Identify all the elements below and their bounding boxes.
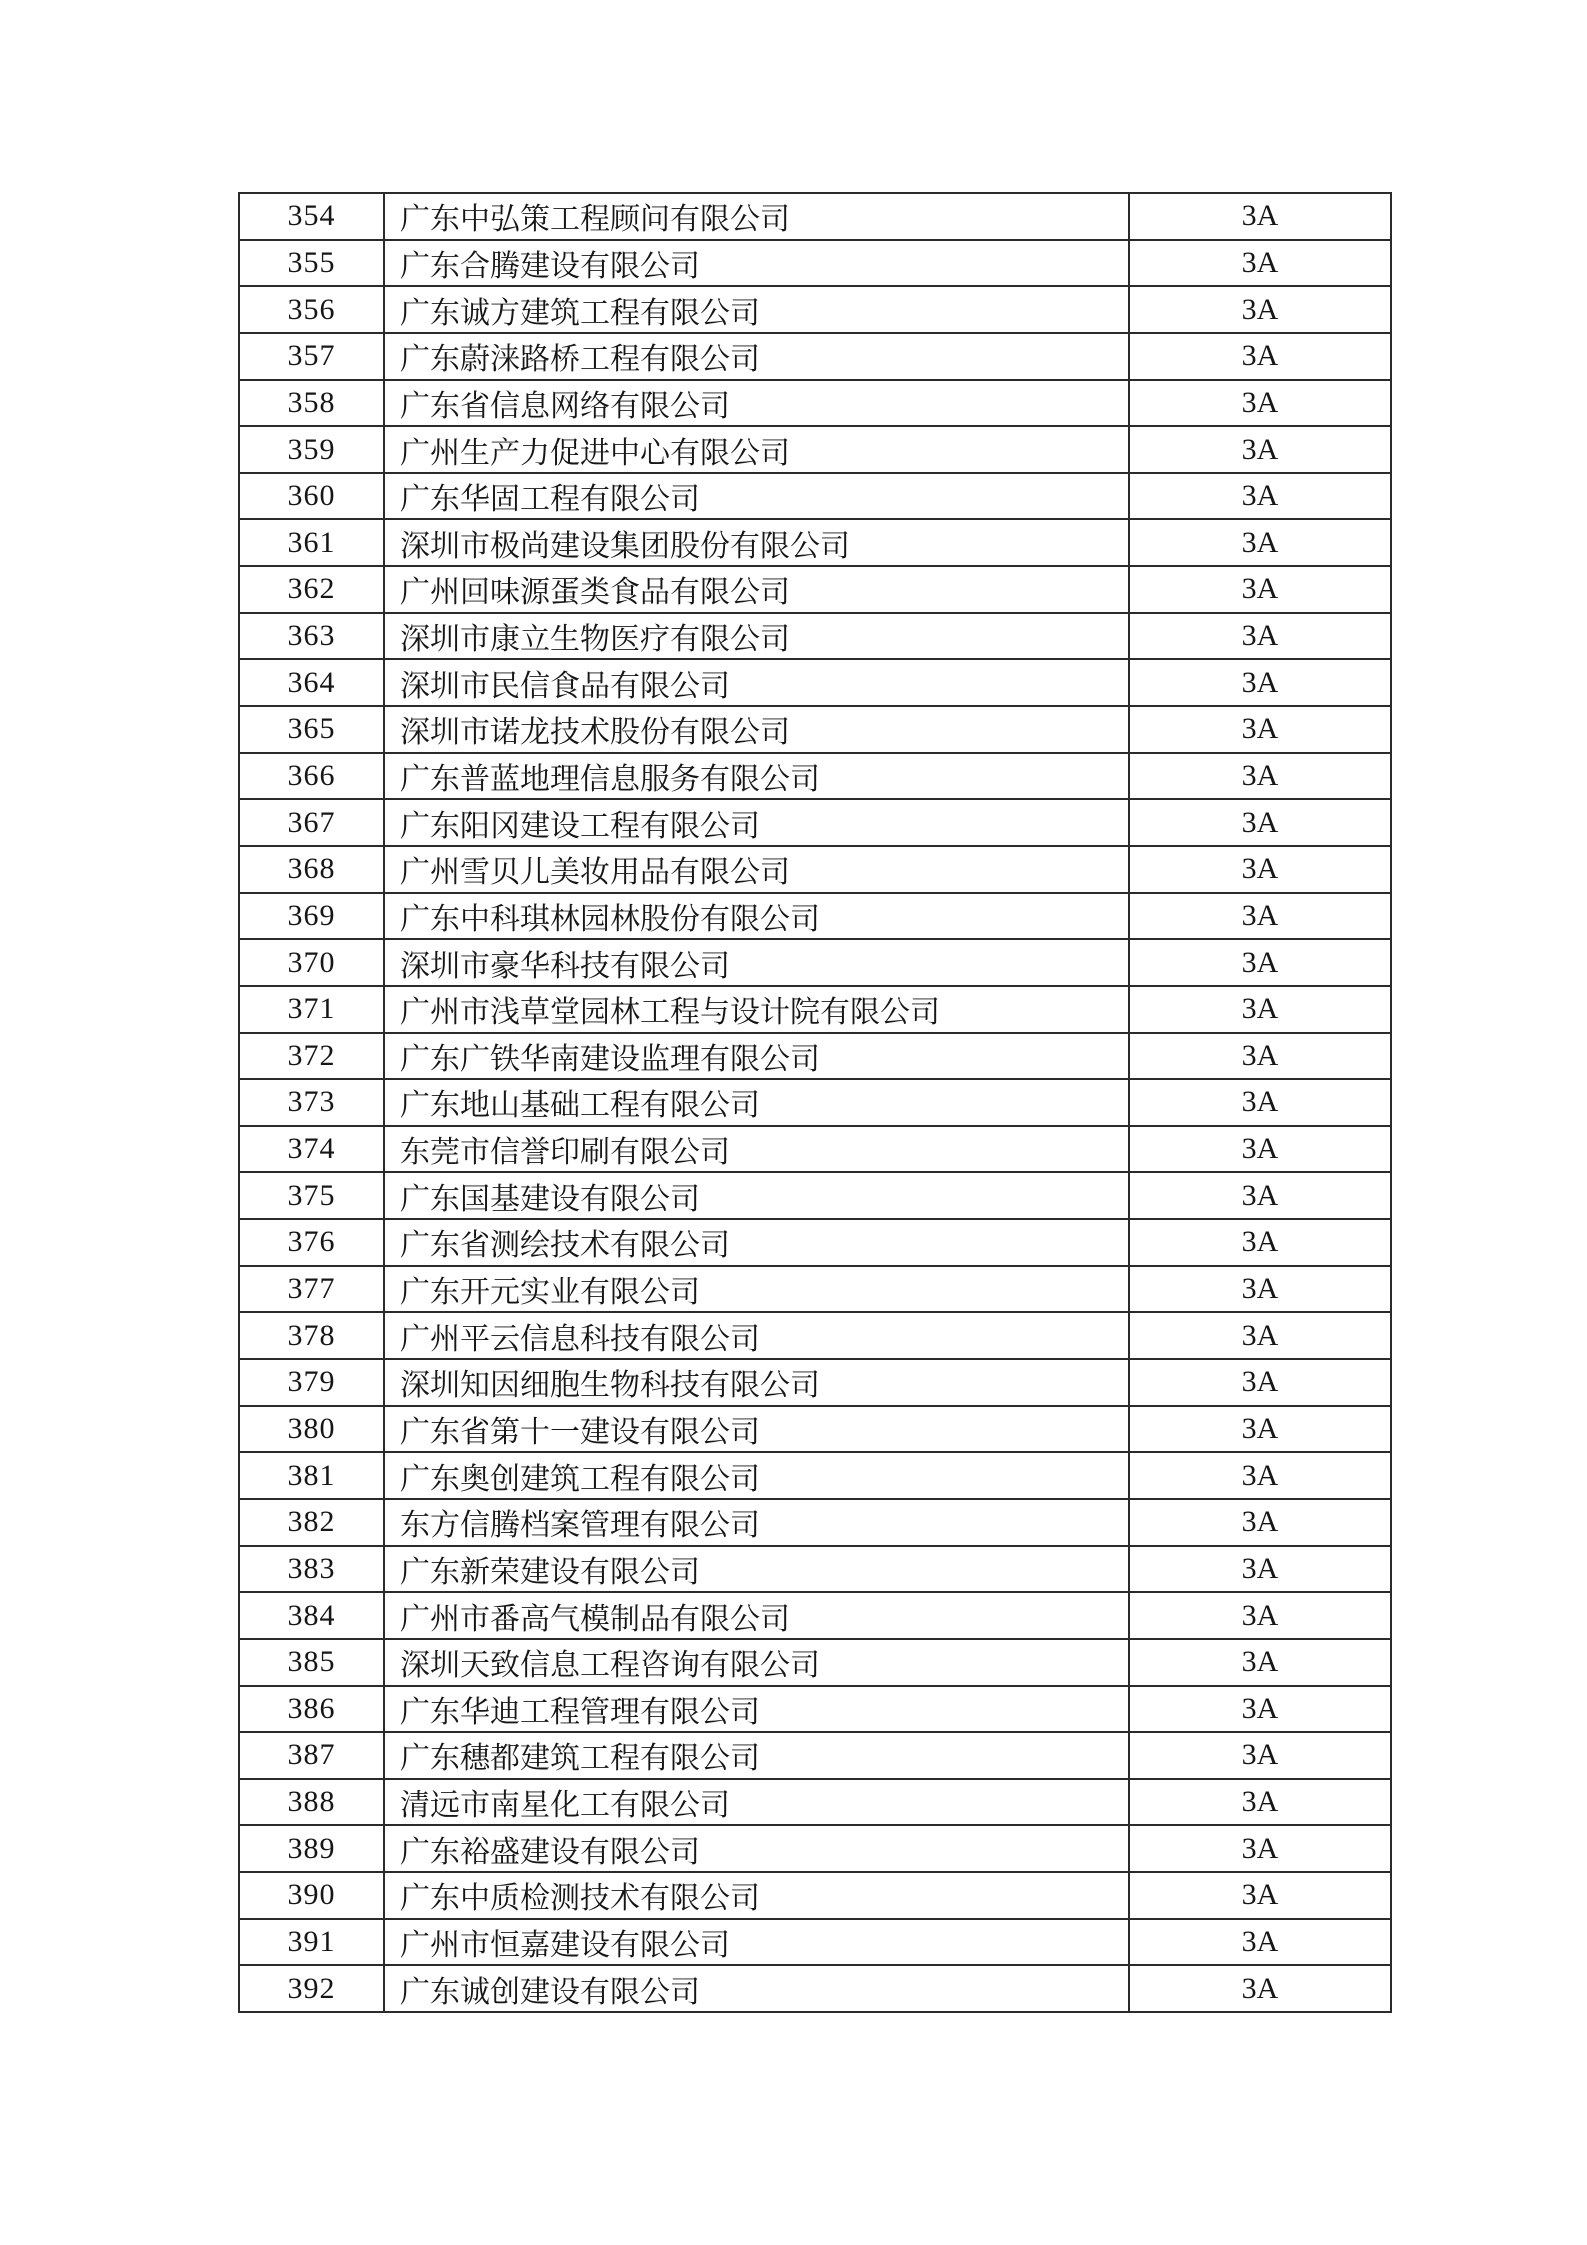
company-name-cell: 广州市恒嘉建设有限公司 — [384, 1919, 1129, 1966]
row-number-cell: 366 — [239, 753, 384, 800]
table-row — [239, 1779, 1391, 1826]
rating-cell: 3A — [1129, 986, 1391, 1033]
company-name-cell: 广东合腾建设有限公司 — [384, 240, 1129, 287]
row-number-cell: 384 — [239, 1592, 384, 1639]
rating-cell: 3A — [1129, 1779, 1391, 1826]
company-name-cell: 深圳市极尚建设集团股份有限公司 — [384, 519, 1129, 566]
table-row — [239, 1825, 1391, 1872]
row-number-cell: 374 — [239, 1126, 384, 1173]
table-row — [239, 1686, 1391, 1733]
rating-cell: 3A — [1129, 1965, 1391, 2012]
company-name-cell: 广东诚创建设有限公司 — [384, 1965, 1129, 2012]
company-name-cell: 广州雪贝儿美妆用品有限公司 — [384, 846, 1129, 893]
company-name-cell: 广东华固工程有限公司 — [384, 473, 1129, 520]
row-number-cell: 372 — [239, 1033, 384, 1080]
row-number-cell: 380 — [239, 1406, 384, 1453]
company-name-cell: 广东中质检测技术有限公司 — [384, 1872, 1129, 1919]
company-name-cell: 广东中弘策工程顾问有限公司 — [384, 193, 1129, 240]
table-row — [239, 240, 1391, 287]
rating-cell: 3A — [1129, 1079, 1391, 1126]
table-row — [239, 426, 1391, 473]
company-name-cell: 深圳市豪华科技有限公司 — [384, 939, 1129, 986]
rating-cell: 3A — [1129, 240, 1391, 287]
row-number-cell: 362 — [239, 566, 384, 613]
table-row — [239, 1312, 1391, 1359]
row-number-cell: 391 — [239, 1919, 384, 1966]
company-name-cell: 广东地山基础工程有限公司 — [384, 1079, 1129, 1126]
table-row — [239, 986, 1391, 1033]
rating-cell: 3A — [1129, 333, 1391, 380]
company-name-cell: 广州市番高气模制品有限公司 — [384, 1592, 1129, 1639]
rating-cell: 3A — [1129, 519, 1391, 566]
row-number-cell: 388 — [239, 1779, 384, 1826]
company-name-cell: 深圳知因细胞生物科技有限公司 — [384, 1359, 1129, 1406]
row-number-cell: 373 — [239, 1079, 384, 1126]
row-number-cell: 381 — [239, 1452, 384, 1499]
rating-cell: 3A — [1129, 473, 1391, 520]
company-name-cell: 深圳天致信息工程咨询有限公司 — [384, 1639, 1129, 1686]
company-name-cell: 广东蔚涞路桥工程有限公司 — [384, 333, 1129, 380]
table-row — [239, 613, 1391, 660]
table-row — [239, 333, 1391, 380]
table-row — [239, 1452, 1391, 1499]
rating-cell: 3A — [1129, 286, 1391, 333]
row-number-cell: 364 — [239, 659, 384, 706]
company-name-cell: 广州平云信息科技有限公司 — [384, 1312, 1129, 1359]
table-row — [239, 1406, 1391, 1453]
row-number-cell: 375 — [239, 1172, 384, 1219]
table-row — [239, 1965, 1391, 2012]
table-row — [239, 1732, 1391, 1779]
rating-cell: 3A — [1129, 566, 1391, 613]
row-number-cell: 360 — [239, 473, 384, 520]
company-rating-table — [238, 192, 1392, 2013]
rating-cell: 3A — [1129, 706, 1391, 753]
row-number-cell: 369 — [239, 893, 384, 940]
rating-cell: 3A — [1129, 1499, 1391, 1546]
table-row — [239, 566, 1391, 613]
table-row — [239, 1359, 1391, 1406]
row-number-cell: 392 — [239, 1965, 384, 2012]
company-name-cell: 广东广铁华南建设监理有限公司 — [384, 1033, 1129, 1080]
company-name-cell: 广东诚方建筑工程有限公司 — [384, 286, 1129, 333]
rating-cell: 3A — [1129, 1825, 1391, 1872]
row-number-cell: 382 — [239, 1499, 384, 1546]
rating-cell: 3A — [1129, 1686, 1391, 1733]
table-row — [239, 846, 1391, 893]
rating-cell: 3A — [1129, 193, 1391, 240]
company-name-cell: 广东省信息网络有限公司 — [384, 380, 1129, 427]
row-number-cell: 386 — [239, 1686, 384, 1733]
rating-cell: 3A — [1129, 1872, 1391, 1919]
rating-cell: 3A — [1129, 1452, 1391, 1499]
company-name-cell: 深圳市康立生物医疗有限公司 — [384, 613, 1129, 660]
row-number-cell: 389 — [239, 1825, 384, 1872]
rating-cell: 3A — [1129, 1546, 1391, 1593]
row-number-cell: 390 — [239, 1872, 384, 1919]
table-row — [239, 939, 1391, 986]
company-name-cell: 广州回味源蛋类食品有限公司 — [384, 566, 1129, 613]
table-row — [239, 1499, 1391, 1546]
company-name-cell: 东莞市信誉印刷有限公司 — [384, 1126, 1129, 1173]
table-row — [239, 519, 1391, 566]
table-row — [239, 893, 1391, 940]
company-name-cell: 广东省第十一建设有限公司 — [384, 1406, 1129, 1453]
company-name-cell: 东方信腾档案管理有限公司 — [384, 1499, 1129, 1546]
table-row — [239, 1219, 1391, 1266]
row-number-cell: 355 — [239, 240, 384, 287]
rating-cell: 3A — [1129, 753, 1391, 800]
rating-cell: 3A — [1129, 1033, 1391, 1080]
row-number-cell: 358 — [239, 380, 384, 427]
rating-cell: 3A — [1129, 1266, 1391, 1313]
rating-cell: 3A — [1129, 426, 1391, 473]
rating-cell: 3A — [1129, 893, 1391, 940]
table-row — [239, 1919, 1391, 1966]
company-name-cell: 广东奥创建筑工程有限公司 — [384, 1452, 1129, 1499]
rating-cell: 3A — [1129, 846, 1391, 893]
row-number-cell: 361 — [239, 519, 384, 566]
row-number-cell: 356 — [239, 286, 384, 333]
table-row — [239, 799, 1391, 846]
table-row — [239, 1033, 1391, 1080]
rating-cell: 3A — [1129, 380, 1391, 427]
table-row — [239, 380, 1391, 427]
rating-cell: 3A — [1129, 1126, 1391, 1173]
row-number-cell: 365 — [239, 706, 384, 753]
company-name-cell: 广东普蓝地理信息服务有限公司 — [384, 753, 1129, 800]
row-number-cell: 370 — [239, 939, 384, 986]
row-number-cell: 379 — [239, 1359, 384, 1406]
table-row — [239, 1266, 1391, 1313]
table-row — [239, 753, 1391, 800]
table-row — [239, 1079, 1391, 1126]
row-number-cell: 378 — [239, 1312, 384, 1359]
company-name-cell: 广东穗都建筑工程有限公司 — [384, 1732, 1129, 1779]
table-row — [239, 286, 1391, 333]
row-number-cell: 359 — [239, 426, 384, 473]
company-name-cell: 广东省测绘技术有限公司 — [384, 1219, 1129, 1266]
rating-cell: 3A — [1129, 1172, 1391, 1219]
row-number-cell: 357 — [239, 333, 384, 380]
row-number-cell: 371 — [239, 986, 384, 1033]
company-name-cell: 广州市浅草堂园林工程与设计院有限公司 — [384, 986, 1129, 1033]
table-row — [239, 1172, 1391, 1219]
company-name-cell: 广东中科琪林园林股份有限公司 — [384, 893, 1129, 940]
company-name-cell: 广东裕盛建设有限公司 — [384, 1825, 1129, 1872]
rating-cell: 3A — [1129, 613, 1391, 660]
row-number-cell: 354 — [239, 193, 384, 240]
rating-cell: 3A — [1129, 1732, 1391, 1779]
rating-cell: 3A — [1129, 799, 1391, 846]
table-row — [239, 1639, 1391, 1686]
row-number-cell: 385 — [239, 1639, 384, 1686]
rating-cell: 3A — [1129, 1359, 1391, 1406]
table-row — [239, 193, 1391, 240]
rating-cell: 3A — [1129, 1312, 1391, 1359]
company-name-cell: 广州生产力促进中心有限公司 — [384, 426, 1129, 473]
rating-cell: 3A — [1129, 1406, 1391, 1453]
company-name-cell: 深圳市民信食品有限公司 — [384, 659, 1129, 706]
company-name-cell: 清远市南星化工有限公司 — [384, 1779, 1129, 1826]
company-name-cell: 广东华迪工程管理有限公司 — [384, 1686, 1129, 1733]
rating-cell: 3A — [1129, 1919, 1391, 1966]
table-row — [239, 706, 1391, 753]
row-number-cell: 377 — [239, 1266, 384, 1313]
company-name-cell: 深圳市诺龙技术股份有限公司 — [384, 706, 1129, 753]
row-number-cell: 376 — [239, 1219, 384, 1266]
table-row — [239, 659, 1391, 706]
row-number-cell: 387 — [239, 1732, 384, 1779]
row-number-cell: 363 — [239, 613, 384, 660]
rating-cell: 3A — [1129, 1219, 1391, 1266]
rating-cell: 3A — [1129, 1639, 1391, 1686]
table-row — [239, 473, 1391, 520]
table-row — [239, 1546, 1391, 1593]
rating-cell: 3A — [1129, 659, 1391, 706]
rating-cell: 3A — [1129, 939, 1391, 986]
table-row — [239, 1592, 1391, 1639]
company-name-cell: 广东开元实业有限公司 — [384, 1266, 1129, 1313]
company-name-cell: 广东新荣建设有限公司 — [384, 1546, 1129, 1593]
row-number-cell: 367 — [239, 799, 384, 846]
company-name-cell: 广东阳冈建设工程有限公司 — [384, 799, 1129, 846]
row-number-cell: 383 — [239, 1546, 384, 1593]
rating-cell: 3A — [1129, 1592, 1391, 1639]
row-number-cell: 368 — [239, 846, 384, 893]
company-name-cell: 广东国基建设有限公司 — [384, 1172, 1129, 1219]
table-row — [239, 1126, 1391, 1173]
table-row — [239, 1872, 1391, 1919]
company-table-body — [239, 193, 1391, 2012]
